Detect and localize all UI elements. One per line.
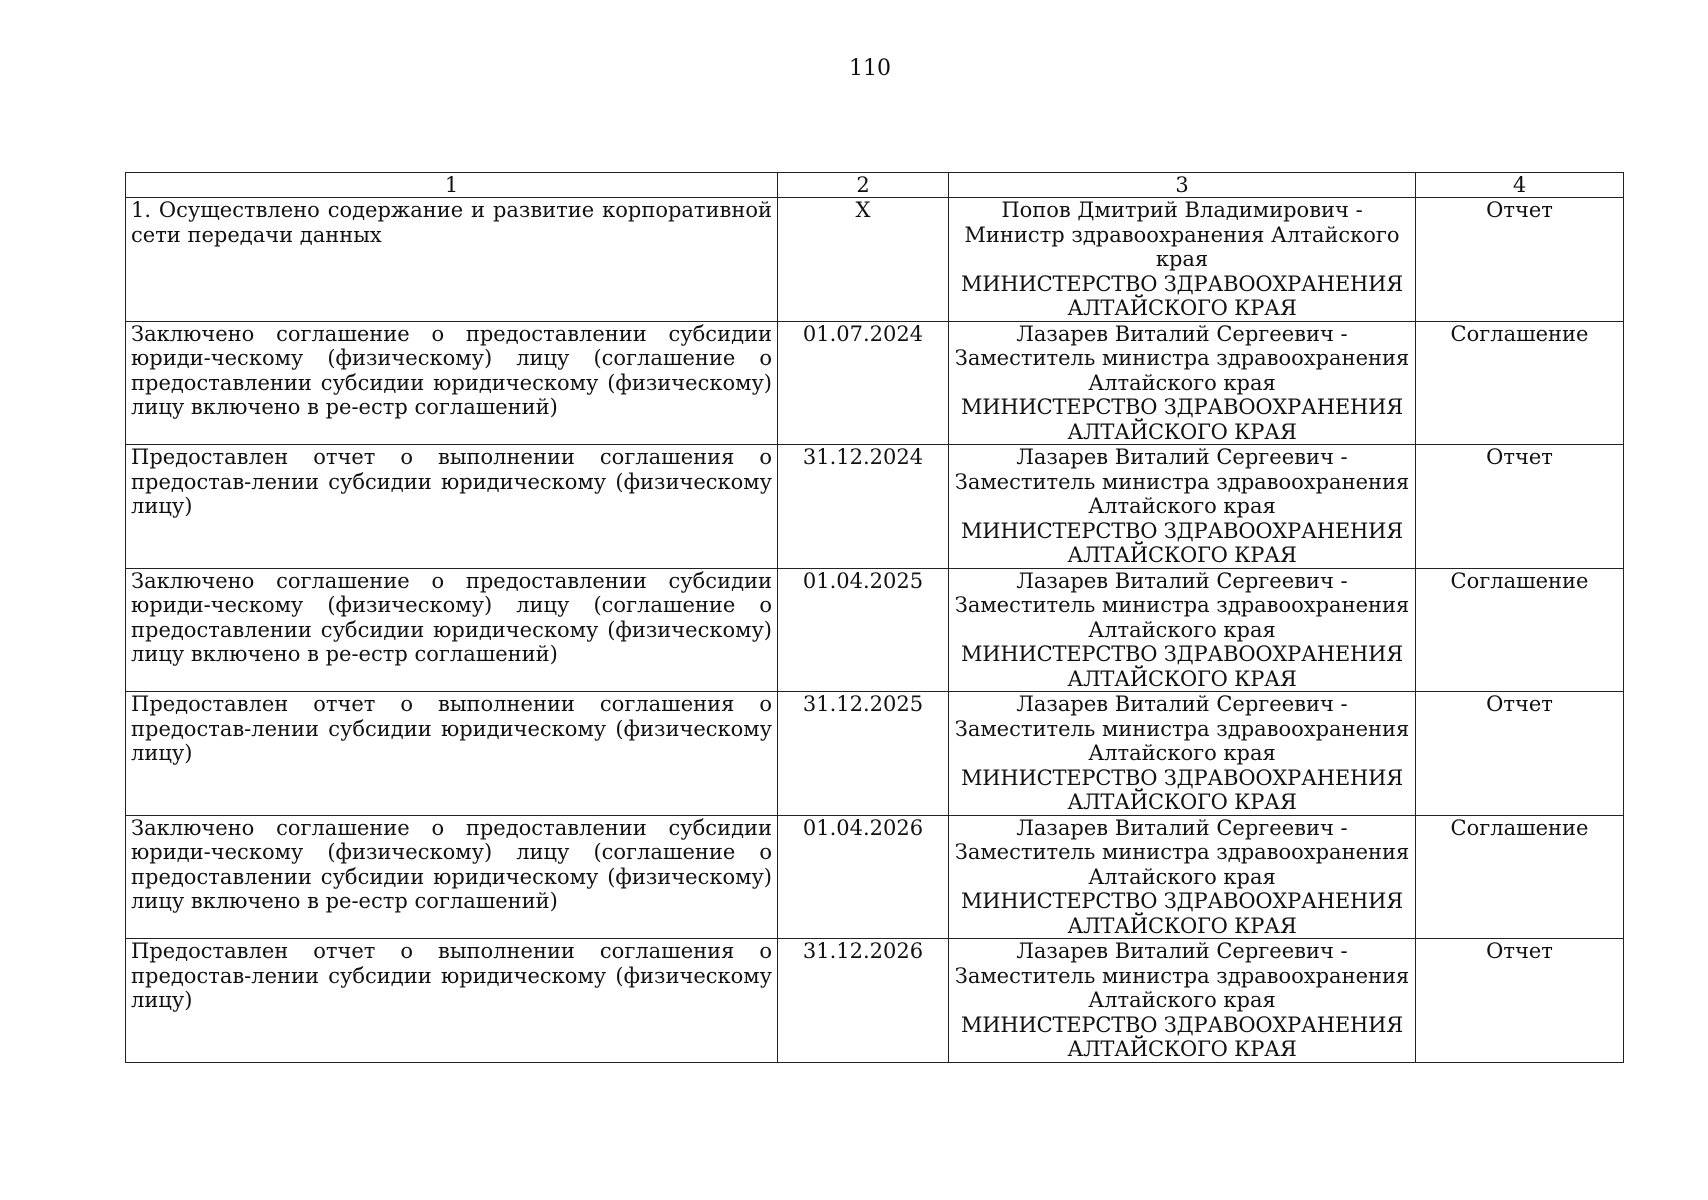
document-type-cell: Отчет bbox=[1416, 692, 1624, 816]
responsible-person: Лазарев Виталий Сергеевич - Заместитель министра здравоохранения Алтайского края bbox=[954, 568, 1410, 642]
document-type-cell: Отчет bbox=[1416, 445, 1624, 569]
responsible-cell bbox=[949, 321, 1416, 445]
responsible-organization: МИНИСТЕРСТВО ЗДРАВООХРАНЕНИЯ АЛТАЙСКОГО КРАЯ bbox=[960, 271, 1404, 320]
responsible-cell bbox=[949, 445, 1416, 569]
document-type-cell: Отчет bbox=[1416, 198, 1624, 322]
description-cell: Заключено соглашение о предоставлении субсидии юриди-ческому (физическому) лицу (соглашение о предоставлении субсидии юридическому (физическому) лицу включено в ре-естр соглашений) bbox=[126, 321, 778, 445]
date-cell: 01.07.2024 bbox=[778, 321, 949, 445]
table-header-row bbox=[126, 173, 1624, 198]
table-row bbox=[126, 939, 1624, 1063]
date-cell: 31.12.2025 bbox=[778, 692, 949, 816]
document-type-cell: Соглашение bbox=[1416, 568, 1624, 692]
table-row bbox=[126, 568, 1624, 692]
document-type-cell: Соглашение bbox=[1416, 321, 1624, 445]
responsible-organization: МИНИСТЕРСТВО ЗДРАВООХРАНЕНИЯ АЛТАЙСКОГО КРАЯ bbox=[960, 889, 1404, 938]
description-cell: Предоставлен отчет о выполнении соглашения о предостав-лении субсидии юридическому (физическому лицу) bbox=[126, 939, 778, 1063]
document-type-cell: Отчет bbox=[1416, 939, 1624, 1063]
responsible-cell bbox=[949, 198, 1416, 322]
responsible-person: Лазарев Виталий Сергеевич - Заместитель министра здравоохранения Алтайского края bbox=[954, 692, 1410, 765]
responsible-organization: МИНИСТЕРСТВО ЗДРАВООХРАНЕНИЯ АЛТАЙСКОГО КРАЯ bbox=[960, 395, 1404, 444]
responsible-person: Лазарев Виталий Сергеевич - Заместитель министра здравоохранения Алтайского края bbox=[954, 445, 1410, 518]
date-cell: X bbox=[778, 198, 949, 322]
page-number: 110 bbox=[849, 56, 891, 81]
table-row bbox=[126, 815, 1624, 939]
description-cell: Заключено соглашение о предоставлении субсидии юриди-ческому (физическому) лицу (соглашение о предоставлении субсидии юридическому (физическому) лицу включено в ре-естр соглашений) bbox=[126, 815, 778, 939]
date-cell: 01.04.2026 bbox=[778, 815, 949, 939]
responsible-person: Лазарев Виталий Сергеевич - Заместитель министра здравоохранения Алтайского края bbox=[954, 321, 1410, 395]
table-row bbox=[126, 445, 1624, 569]
responsible-person: Лазарев Виталий Сергеевич - Заместитель министра здравоохранения Алтайского края bbox=[954, 815, 1410, 889]
document-table bbox=[125, 172, 1624, 1063]
responsible-cell bbox=[949, 939, 1416, 1063]
responsible-organization: МИНИСТЕРСТВО ЗДРАВООХРАНЕНИЯ АЛТАЙСКОГО КРАЯ bbox=[960, 765, 1404, 814]
responsible-person: Лазарев Виталий Сергеевич - Заместитель министра здравоохранения Алтайского края bbox=[954, 939, 1410, 1012]
date-cell: 31.12.2024 bbox=[778, 445, 949, 569]
responsible-organization: МИНИСТЕРСТВО ЗДРАВООХРАНЕНИЯ АЛТАЙСКОГО КРАЯ bbox=[960, 518, 1404, 567]
responsible-organization: МИНИСТЕРСТВО ЗДРАВООХРАНЕНИЯ АЛТАЙСКОГО КРАЯ bbox=[960, 1012, 1404, 1061]
date-cell: 31.12.2026 bbox=[778, 939, 949, 1063]
responsible-cell bbox=[949, 568, 1416, 692]
column-header: 2 bbox=[778, 173, 949, 198]
table-row bbox=[126, 321, 1624, 445]
description-cell: Предоставлен отчет о выполнении соглашения о предостав-лении субсидии юридическому (физическому лицу) bbox=[126, 445, 778, 569]
responsible-organization: МИНИСТЕРСТВО ЗДРАВООХРАНЕНИЯ АЛТАЙСКОГО КРАЯ bbox=[960, 642, 1404, 691]
column-header: 4 bbox=[1416, 173, 1624, 198]
table-row bbox=[126, 692, 1624, 816]
table-row bbox=[126, 198, 1624, 322]
responsible-cell bbox=[949, 692, 1416, 816]
document-type-cell: Соглашение bbox=[1416, 815, 1624, 939]
description-cell: 1. Осуществлено содержание и развитие корпоративной сети передачи данных bbox=[126, 198, 778, 322]
description-cell: Заключено соглашение о предоставлении субсидии юриди-ческому (физическому) лицу (соглашение о предоставлении субсидии юридическому (физическому) лицу включено в ре-естр соглашений) bbox=[126, 568, 778, 692]
responsible-cell bbox=[949, 815, 1416, 939]
date-cell: 01.04.2025 bbox=[778, 568, 949, 692]
column-header: 1 bbox=[126, 173, 778, 198]
description-cell: Предоставлен отчет о выполнении соглашения о предостав-лении субсидии юридическому (физическому лицу) bbox=[126, 692, 778, 816]
responsible-person: Попов Дмитрий Владимирович - Министр здравоохранения Алтайского края bbox=[964, 198, 1400, 271]
column-header: 3 bbox=[949, 173, 1416, 198]
